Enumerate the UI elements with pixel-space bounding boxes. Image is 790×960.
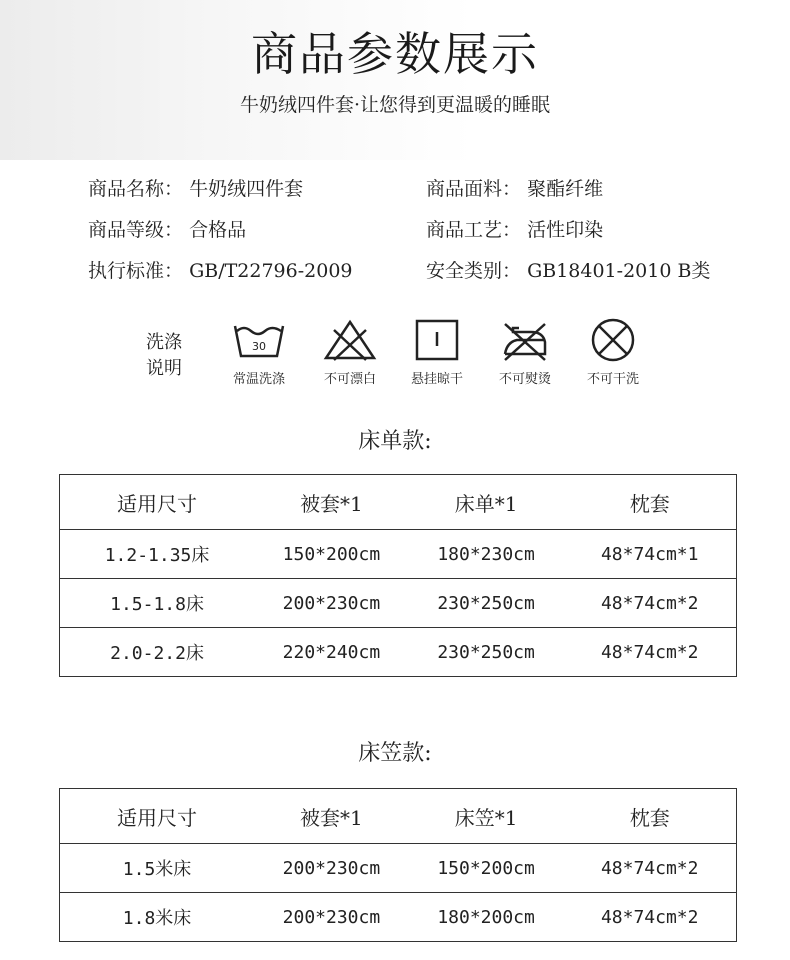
- table-cell: 220*240cm: [254, 628, 409, 677]
- table-header: 被套*1: [300, 805, 363, 830]
- table-cell: 48*74cm*2: [563, 579, 736, 628]
- table-cell: 180*200cm: [409, 893, 564, 942]
- param-left: [88, 174, 303, 201]
- care-text: 常温洗涤: [232, 372, 285, 387]
- param-right: [426, 215, 603, 242]
- table-cell: 48*74cm*1: [563, 530, 736, 579]
- care-item-dryclean: [568, 318, 658, 387]
- table-header: 适用尺寸: [117, 805, 198, 830]
- care-item-wash: [214, 318, 304, 387]
- table-header: 枕套: [629, 491, 670, 516]
- table-header: 被套*1: [300, 491, 363, 516]
- param-label: 安全类别：: [426, 260, 522, 282]
- param-value: GB/T22796-2009: [189, 260, 353, 282]
- table-cell: 200*230cm: [254, 893, 409, 942]
- care-text: 悬挂晾干: [410, 372, 463, 387]
- table-cell: 48*74cm*2: [563, 844, 736, 893]
- table-cell: 230*250cm: [409, 628, 564, 677]
- table-cell: 200*230cm: [254, 844, 409, 893]
- product-params: [88, 174, 768, 297]
- table-row: [60, 579, 737, 628]
- table-row: [60, 844, 737, 893]
- param-left: [88, 215, 246, 242]
- fitted-size-table: [59, 788, 737, 942]
- care-label-line: 说明: [146, 358, 182, 379]
- wash-30-icon: [229, 318, 289, 362]
- param-right: [426, 256, 710, 283]
- table-header-row: [60, 789, 737, 844]
- table-cell: 180*230cm: [409, 530, 564, 579]
- param-value: 聚酯纤维: [527, 178, 604, 200]
- care-text: 不可干洗: [586, 372, 639, 387]
- table-header: 床单*1: [454, 491, 518, 516]
- table-cell: 230*250cm: [409, 579, 564, 628]
- sheet-size-table: [59, 474, 737, 677]
- param-value: 活性印染: [527, 219, 604, 241]
- table-cell: 150*200cm: [409, 844, 564, 893]
- param-value: 合格品: [189, 219, 247, 241]
- care-label-line: 洗涤: [146, 332, 182, 353]
- wash-temp: 30: [252, 340, 266, 353]
- param-row: [88, 215, 768, 256]
- param-label: 执行标准：: [88, 260, 184, 282]
- table-row: [60, 893, 737, 942]
- sheet-section-title: 床单款:: [358, 429, 432, 454]
- no-iron-icon: [495, 318, 555, 362]
- param-row: [88, 174, 768, 215]
- param-row: [88, 256, 768, 297]
- care-label: [146, 330, 182, 382]
- table-cell: 1.2-1.35床: [60, 530, 255, 579]
- param-right: [426, 174, 603, 201]
- page-title: 商品参数展示: [251, 27, 539, 81]
- param-value: GB18401-2010 B类: [527, 260, 711, 282]
- care-item-bleach: [305, 318, 395, 387]
- table-cell: 48*74cm*2: [563, 628, 736, 677]
- care-item-iron: [480, 318, 570, 387]
- no-bleach-icon: [320, 318, 380, 362]
- table-row: [60, 530, 737, 579]
- page-subtitle: 牛奶绒四件套·让您得到更温暖的睡眠: [239, 94, 551, 116]
- table-cell: 48*74cm*2: [563, 893, 736, 942]
- param-left: [88, 256, 353, 283]
- table-cell: 2.0-2.2床: [60, 628, 255, 677]
- care-text: 不可熨烫: [498, 372, 551, 387]
- hang-dry-icon: [407, 318, 467, 362]
- param-value: 牛奶绒四件套: [189, 178, 304, 200]
- care-instructions: [146, 318, 686, 398]
- table-header: 枕套: [629, 805, 670, 830]
- table-header: 适用尺寸: [117, 491, 198, 516]
- table-cell: 1.5-1.8床: [60, 579, 255, 628]
- table-cell: 1.8米床: [60, 893, 255, 942]
- param-label: 商品面料：: [426, 178, 522, 200]
- care-text: 不可漂白: [323, 372, 376, 387]
- table-cell: 200*230cm: [254, 579, 409, 628]
- table-cell: 1.5米床: [60, 844, 255, 893]
- table-header-row: [60, 475, 737, 530]
- param-label: 商品等级：: [88, 219, 184, 241]
- table-header: 床笠*1: [454, 805, 518, 830]
- care-item-hang: [392, 318, 482, 387]
- table-row: [60, 628, 737, 677]
- param-label: 商品名称：: [88, 178, 184, 200]
- table-cell: 150*200cm: [254, 530, 409, 579]
- param-label: 商品工艺：: [426, 219, 522, 241]
- fitted-section-title: 床笠款:: [358, 741, 432, 766]
- no-dry-clean-icon: [583, 318, 643, 362]
